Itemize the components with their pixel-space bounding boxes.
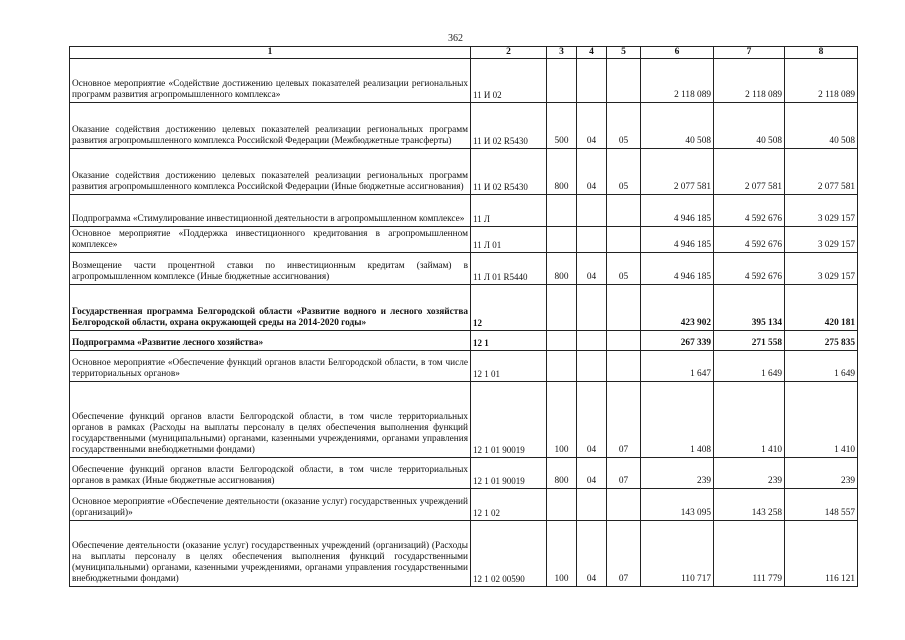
row-c3: 800 <box>547 458 577 489</box>
row-value-8: 116 121 <box>785 521 858 587</box>
budget-table <box>69 46 858 587</box>
row-c3 <box>547 489 577 521</box>
row-c3: 100 <box>547 382 577 458</box>
row-code: 12 1 01 90019 <box>471 458 547 489</box>
table-row <box>70 521 858 587</box>
row-value-6: 4 946 185 <box>641 253 714 285</box>
table-row <box>70 149 858 195</box>
row-code: 11 И 02 R5430 <box>471 149 547 195</box>
row-name: Обеспечение функций органов власти Белгородской области, в том числе территориальных органов в рамках (Расходы на выплаты персоналу в целях обеспечения выполнения функций государственными (муниципальными) органами, казенными учреждениями, органами управления государственными внебюджетными фондами) <box>70 382 471 458</box>
row-name: Оказание содействия достижению целевых показателей реализации региональных программ развития агропромышленного комплекса Российской Федерации (Межбюджетные трансферты) <box>70 103 471 149</box>
row-value-8: 148 557 <box>785 489 858 521</box>
row-name: Возмещение части процентной ставки по инвестиционным кредитам (займам) в агропромышленном комплексе (Иные бюджетные ассигнования) <box>70 253 471 285</box>
row-code: 11 Л <box>471 195 547 227</box>
table-header-row <box>70 47 858 59</box>
row-value-6: 4 946 185 <box>641 227 714 253</box>
header-col-5: 5 <box>607 47 641 59</box>
row-c4 <box>577 195 607 227</box>
table-row <box>70 351 858 382</box>
row-c5 <box>607 489 641 521</box>
row-name: Обеспечение деятельности (оказание услуг) государственных учреждений (организаций) (Расходы на выплаты персоналу в целях обеспечения выполнения функций государственными (муниципальными) органами, казенными учреждениями, органами управления государственными внебюджетными фондами) <box>70 521 471 587</box>
table-row <box>70 59 858 103</box>
row-value-7: 1 649 <box>714 351 785 382</box>
row-value-6: 239 <box>641 458 714 489</box>
row-name: Государственная программа Белгородской области «Развитие водного и лесного хозяйства Белгородской области, охрана окружающей среды на 2014-2020 годы» <box>70 285 471 331</box>
row-code: 12 1 01 <box>471 351 547 382</box>
row-c5: 07 <box>607 458 641 489</box>
table-row <box>70 195 858 227</box>
header-col-3: 3 <box>547 47 577 59</box>
row-code: 12 <box>471 285 547 331</box>
row-c4: 04 <box>577 382 607 458</box>
row-value-7: 4 592 676 <box>714 195 785 227</box>
row-c5 <box>607 285 641 331</box>
table-row <box>70 382 858 458</box>
row-code: 12 1 <box>471 331 547 351</box>
row-value-6: 4 946 185 <box>641 195 714 227</box>
row-value-6: 143 095 <box>641 489 714 521</box>
row-value-6: 2 077 581 <box>641 149 714 195</box>
table-row <box>70 227 858 253</box>
header-col-4: 4 <box>577 47 607 59</box>
row-c5: 05 <box>607 253 641 285</box>
row-c3 <box>547 59 577 103</box>
row-c4 <box>577 59 607 103</box>
row-c3: 500 <box>547 103 577 149</box>
row-c4: 04 <box>577 149 607 195</box>
row-c3 <box>547 331 577 351</box>
row-value-7: 111 779 <box>714 521 785 587</box>
row-value-8: 3 029 157 <box>785 253 858 285</box>
row-c4 <box>577 489 607 521</box>
row-value-7: 2 077 581 <box>714 149 785 195</box>
row-code: 11 И 02 <box>471 59 547 103</box>
row-value-6: 423 902 <box>641 285 714 331</box>
row-value-6: 1 408 <box>641 382 714 458</box>
table-row <box>70 103 858 149</box>
row-c3: 800 <box>547 149 577 195</box>
page-number: 362 <box>448 33 463 44</box>
row-value-8: 40 508 <box>785 103 858 149</box>
table-row <box>70 458 858 489</box>
table-row <box>70 331 858 351</box>
row-c5: 07 <box>607 382 641 458</box>
row-c4 <box>577 331 607 351</box>
row-name: Подпрограмма «Стимулирование инвестиционной деятельности в агропромышленном комплексе» <box>70 195 471 227</box>
row-c3 <box>547 351 577 382</box>
row-value-8: 1 410 <box>785 382 858 458</box>
row-name: Основное мероприятие «Поддержка инвестиционного кредитования в агропромышленном комплексе» <box>70 227 471 253</box>
row-c4 <box>577 227 607 253</box>
row-value-6: 267 339 <box>641 331 714 351</box>
row-c4: 04 <box>577 103 607 149</box>
row-c5 <box>607 227 641 253</box>
row-name: Основное мероприятие «Содействие достижению целевых показателей реализации региональных программ развития агропромышленного комплекса» <box>70 59 471 103</box>
row-c5: 05 <box>607 103 641 149</box>
row-name: Основное мероприятие «Обеспечение функций органов власти Белгородской области, в том числе территориальных органов» <box>70 351 471 382</box>
row-c5 <box>607 331 641 351</box>
row-value-6: 1 647 <box>641 351 714 382</box>
row-c3 <box>547 285 577 331</box>
row-c5: 07 <box>607 521 641 587</box>
row-name: Основное мероприятие «Обеспечение деятельности (оказание услуг) государственных учреждений (организаций)» <box>70 489 471 521</box>
row-value-7: 395 134 <box>714 285 785 331</box>
row-value-7: 1 410 <box>714 382 785 458</box>
row-value-8: 2 118 089 <box>785 59 858 103</box>
row-c4: 04 <box>577 521 607 587</box>
row-value-7: 4 592 676 <box>714 227 785 253</box>
row-value-6: 40 508 <box>641 103 714 149</box>
row-code: 12 1 02 00590 <box>471 521 547 587</box>
row-c3: 800 <box>547 253 577 285</box>
row-value-8: 239 <box>785 458 858 489</box>
header-col-2: 2 <box>471 47 547 59</box>
row-c5: 05 <box>607 149 641 195</box>
row-c5 <box>607 351 641 382</box>
row-code: 11 И 02 R5430 <box>471 103 547 149</box>
row-value-7: 271 558 <box>714 331 785 351</box>
row-c4: 04 <box>577 458 607 489</box>
row-c3: 100 <box>547 521 577 587</box>
row-value-6: 2 118 089 <box>641 59 714 103</box>
row-value-7: 2 118 089 <box>714 59 785 103</box>
row-value-8: 275 835 <box>785 331 858 351</box>
row-code: 11 Л 01 R5440 <box>471 253 547 285</box>
row-value-8: 3 029 157 <box>785 227 858 253</box>
table-row <box>70 489 858 521</box>
header-col-1: 1 <box>70 47 471 59</box>
header-col-6: 6 <box>641 47 714 59</box>
row-value-7: 40 508 <box>714 103 785 149</box>
table-row <box>70 285 858 331</box>
row-value-7: 4 592 676 <box>714 253 785 285</box>
row-c4 <box>577 285 607 331</box>
row-c5 <box>607 59 641 103</box>
row-c3 <box>547 195 577 227</box>
header-col-7: 7 <box>714 47 785 59</box>
row-code: 11 Л 01 <box>471 227 547 253</box>
row-value-7: 239 <box>714 458 785 489</box>
row-name: Оказание содействия достижению целевых показателей реализации региональных программ развития агропромышленного комплекса Российской Федерации (Иные бюджетные ассигнования) <box>70 149 471 195</box>
row-c5 <box>607 195 641 227</box>
row-c3 <box>547 227 577 253</box>
row-code: 12 1 01 90019 <box>471 382 547 458</box>
row-code: 12 1 02 <box>471 489 547 521</box>
table-row <box>70 253 858 285</box>
header-col-8: 8 <box>785 47 858 59</box>
row-c4 <box>577 351 607 382</box>
row-value-8: 3 029 157 <box>785 195 858 227</box>
row-value-8: 2 077 581 <box>785 149 858 195</box>
row-value-8: 420 181 <box>785 285 858 331</box>
row-name: Обеспечение функций органов власти Белгородской области, в том числе территориальных органов в рамках (Иные бюджетные ассигнования) <box>70 458 471 489</box>
row-c4: 04 <box>577 253 607 285</box>
row-name: Подпрограмма «Развитие лесного хозяйства» <box>70 331 471 351</box>
row-value-7: 143 258 <box>714 489 785 521</box>
row-value-8: 1 649 <box>785 351 858 382</box>
row-value-6: 110 717 <box>641 521 714 587</box>
